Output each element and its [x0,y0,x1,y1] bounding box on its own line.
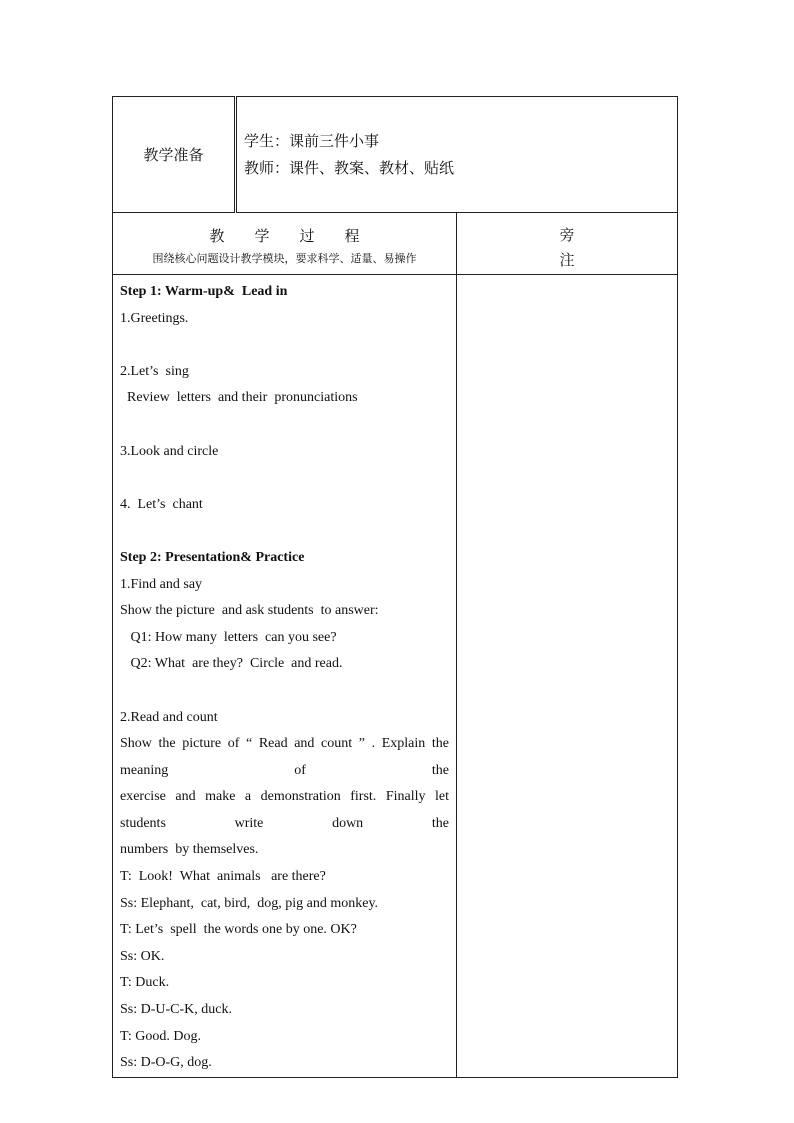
prep-row [113,97,678,213]
text-line: 1.Greetings. [120,310,189,326]
text-line: T: Good. Dog. [120,1028,201,1044]
process-subtitle: 围绕核心问题设计教学模块，要求科学、适量、易操作 [152,252,417,265]
text-line: T: Duck. [120,975,170,991]
text-line: Show the picture and ask students to answer: [120,603,379,619]
text-line: 3.Look and circle [120,443,219,459]
text-line: T: Look! What animals are there? [120,869,326,885]
text-line: Review letters and their pronunciations [120,390,358,406]
blank-line [120,678,449,705]
process-header [113,213,457,275]
step-heading: Step 1: Warm-up& Lead in [120,284,288,299]
text-line: T: Let’s spell the words one by one. OK? [120,922,357,938]
process-title: 教学过程 [209,227,390,245]
process-body-row [113,275,678,1078]
blank-line [120,332,449,359]
side-notes-char-1: 旁 [559,226,575,244]
text-line: Ss: OK. [120,948,165,964]
text-line: 4. Let’s chant [120,496,203,512]
process-body [113,275,457,1078]
blank-line [120,412,449,439]
text-line: Q2: What are they? Circle and read. [120,656,343,672]
text-line: numbers by themselves. [120,842,259,858]
text-line: exercise and make a demonstration first. Finally let students write down the [120,789,449,831]
text-line: Q1: How many letters can you see? [120,629,337,645]
prep-label: 教学准备 [113,97,236,213]
side-notes-char-2: 注 [559,251,575,269]
prep-content [236,97,678,213]
step-heading: Step 2: Presentation& Practice [120,549,305,565]
text-line: 2.Read and count [120,709,218,725]
blank-line [120,518,449,545]
text-line: Show the picture of “ Read and count ” . Explain the meaning of the [120,736,449,778]
side-notes-body [457,275,678,1078]
prep-teacher: 教师：课件、教案、教材、贴纸 [244,158,455,177]
text-line: Ss: Elephant, cat, bird, dog, pig and monkey. [120,895,379,911]
text-line: 2.Let’s sing [120,363,189,379]
text-line: Ss: D-O-G, dog. [120,1055,212,1071]
lesson-plan-table [112,96,678,1078]
prep-students: 学生：课前三件小事 [244,131,380,150]
process-lines [120,279,449,1077]
text-line: 1.Find and say [120,576,203,592]
text-line: Ss: D-U-C-K, duck. [120,1002,232,1018]
process-header-row [113,213,678,275]
side-notes-header [457,213,678,275]
blank-line [120,465,449,492]
